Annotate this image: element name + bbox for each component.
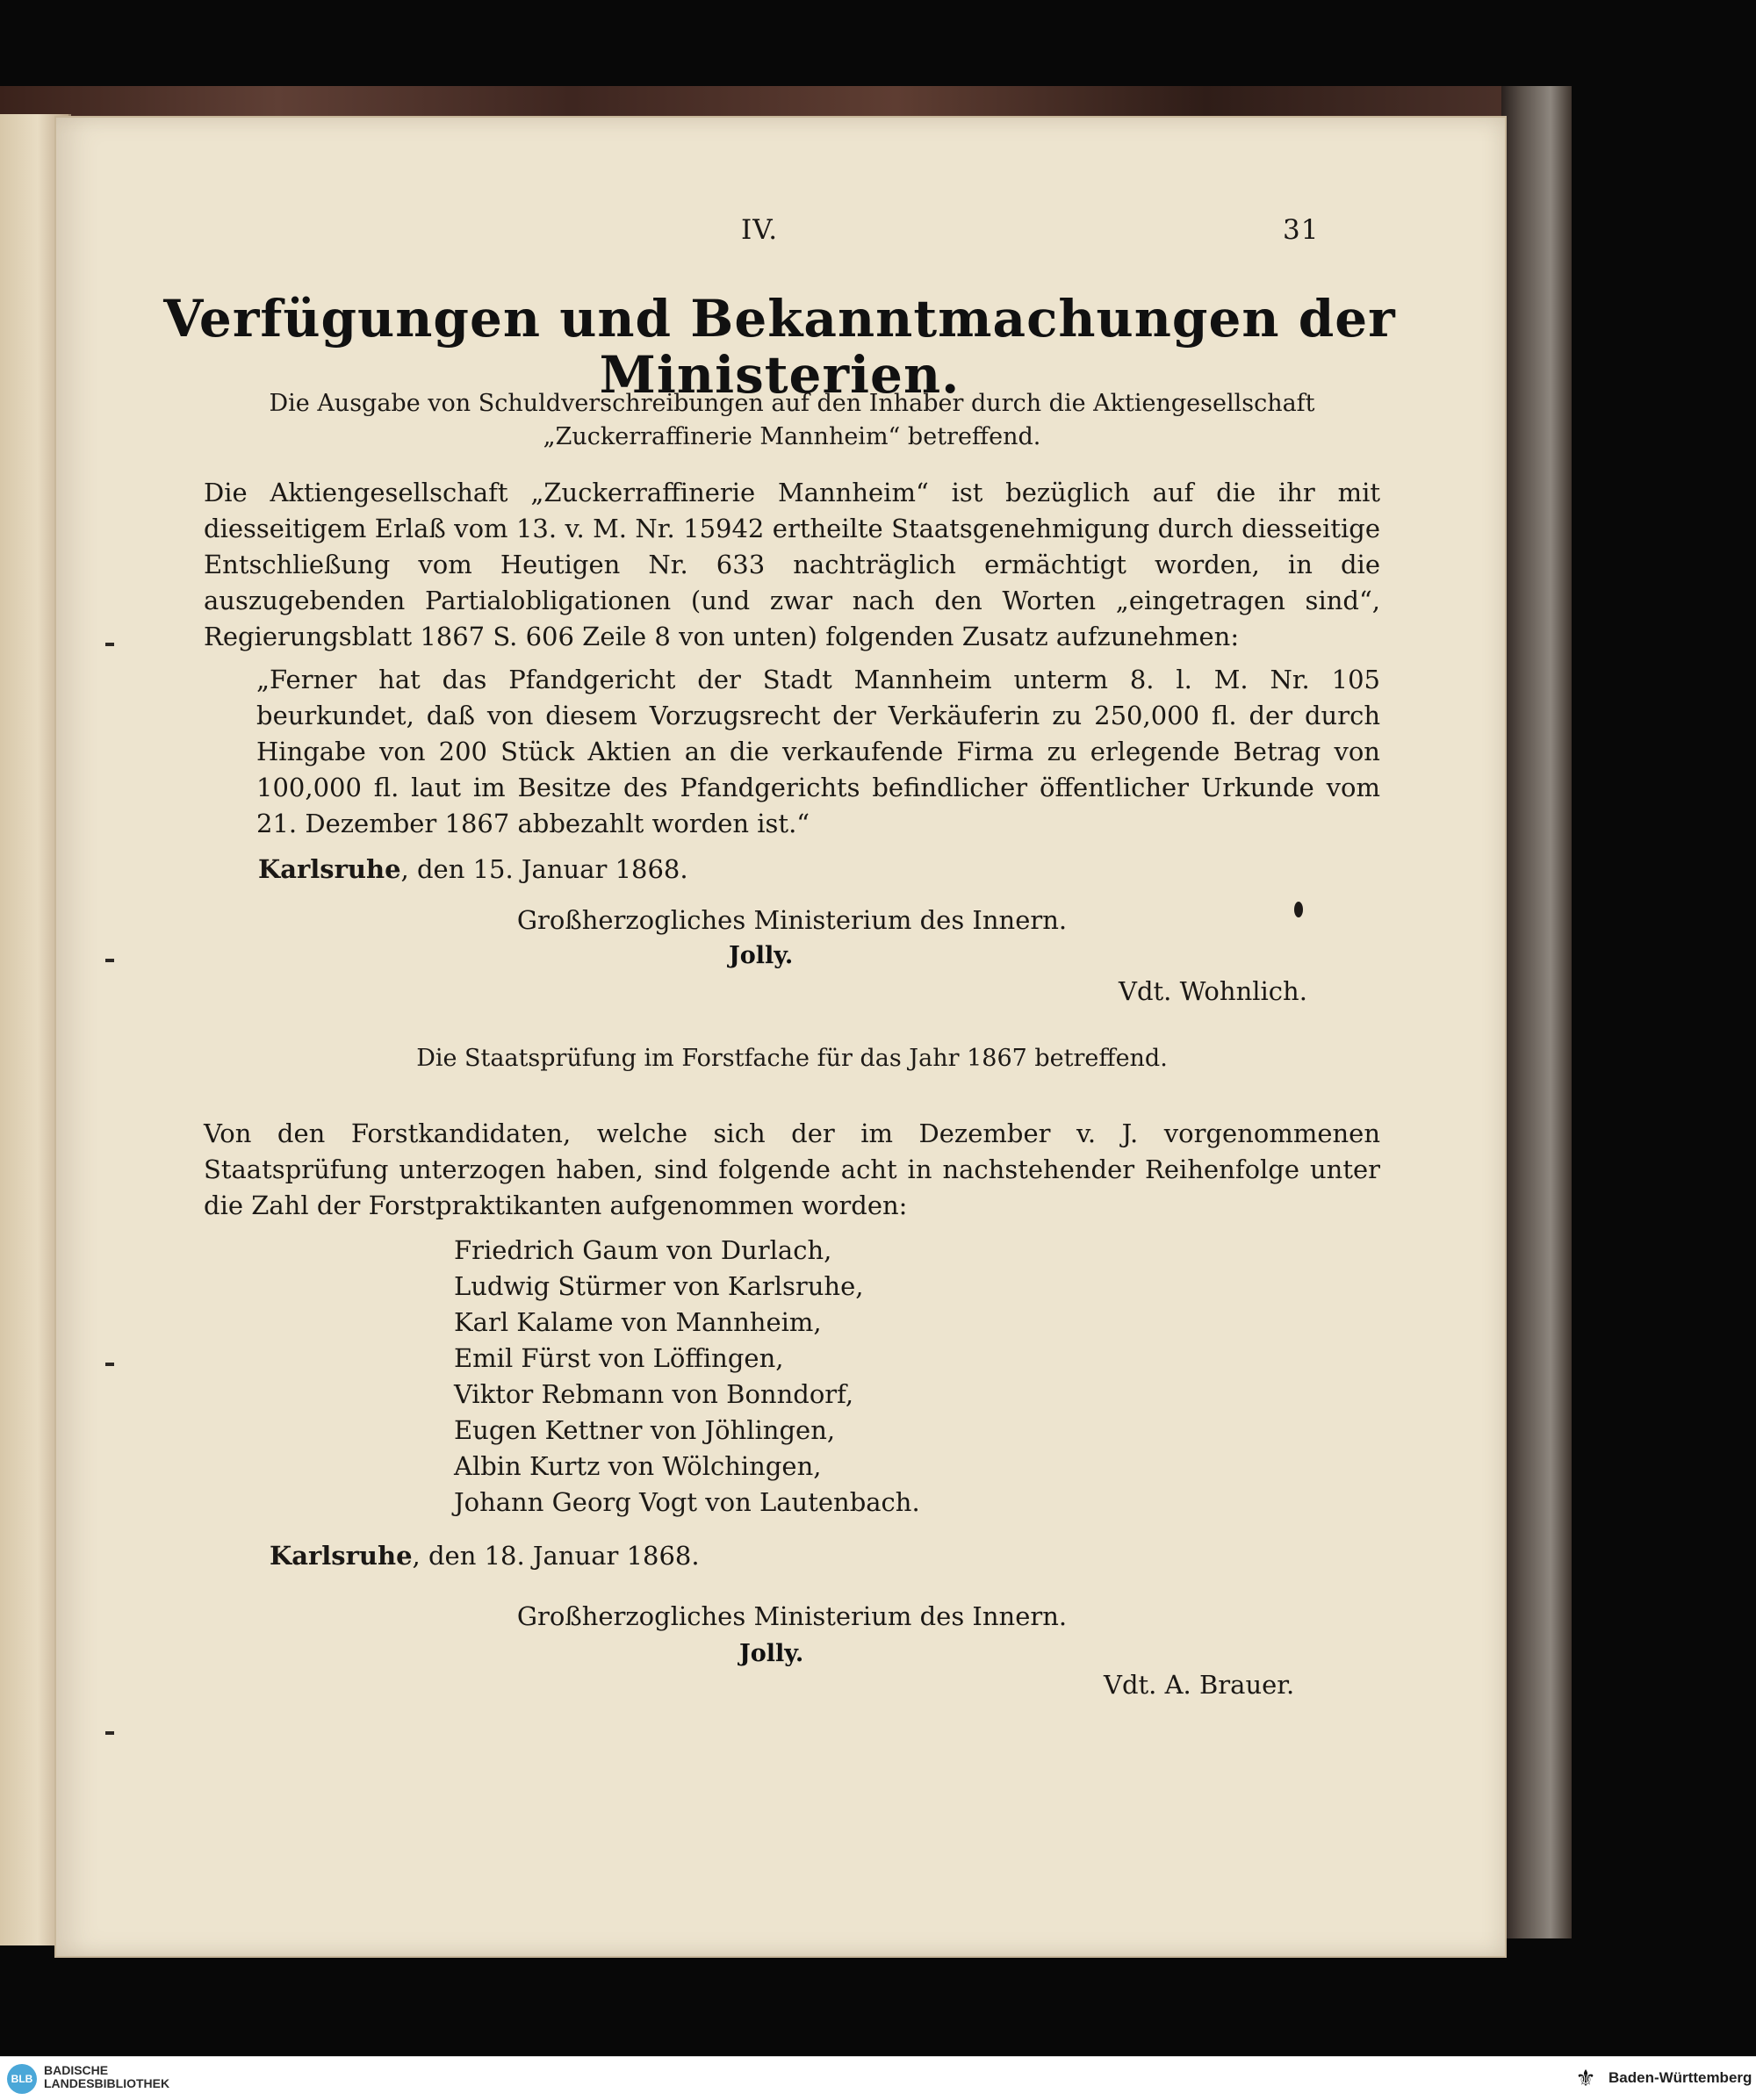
list-item: Friedrich Gaum von Durlach, — [454, 1235, 832, 1265]
date-place-second: Karlsruhe — [270, 1541, 413, 1571]
list-item: Viktor Rebmann von Bonndorf, — [454, 1379, 854, 1409]
library-name-line-2: LANDESBIBLIOTHEK — [44, 2076, 170, 2090]
state-name[interactable]: Baden-Württemberg — [1608, 2069, 1752, 2086]
quote-text: „Ferner hat das Pfandgericht der Stadt Mannheim unterm 8. l. M. Nr. 105 beurkundet, daß von diesem Vorzugsrecht der Verkäuferin zu 250,000 fl. der durch Hingabe von 200 Stück Aktien an die verkaufende Firma zu erlegende Betrag von 100,000 fl. laut im Besitze des Pfandgerichts befindlicher öffentlicher Urkunde vom 21. Dezember 1867 abbezahlt worden ist.“ — [256, 665, 1380, 838]
binding-stitch — [105, 643, 114, 646]
paragraph-forestry — [204, 1116, 1380, 1224]
signer-first: Jolly. — [729, 942, 794, 969]
date-line-second — [270, 1540, 700, 1571]
roman-page-marker: IV. — [741, 214, 779, 246]
list-item: Emil Fürst von Löffingen, — [454, 1343, 784, 1373]
vdt-second: Vdt. A. Brauer. — [1104, 1670, 1295, 1700]
signer-second: Jolly. — [739, 1640, 804, 1667]
date-place-first: Karlsruhe — [258, 854, 401, 884]
ministry-first: Großherzogliches Ministerium des Innern. — [516, 905, 1068, 935]
binding-stitch — [105, 959, 114, 962]
forestry-candidates-list — [454, 1233, 1025, 1521]
date-text-second: , den 18. Januar 1868. — [412, 1541, 700, 1571]
page-number: 31 — [1283, 214, 1320, 246]
list-item: Johann Georg Vogt von Lautenbach. — [454, 1487, 920, 1517]
viewer-footer — [0, 2056, 1756, 2100]
section-title-sugar-refinery: Die Ausgabe von Schuldverschreibungen auf den Inhaber durch die Aktiengesellschaft „Zuckerraffinerie Mannheim“ betreffend. — [269, 390, 1315, 450]
main-title: Verfügungen und Bekanntmachungen der Ministerien. — [163, 289, 1396, 405]
ink-speck — [1294, 902, 1303, 917]
blb-logo[interactable]: BLB — [7, 2064, 37, 2094]
quote-block — [256, 662, 1380, 842]
ministry-second: Großherzogliches Ministerium des Innern. — [516, 1601, 1068, 1631]
list-item: Eugen Kettner von Jöhlingen, — [454, 1415, 836, 1445]
library-name — [44, 2064, 169, 2090]
date-line-first — [258, 853, 688, 885]
list-item: Karl Kalame von Mannheim, — [454, 1307, 822, 1337]
list-item: Ludwig Stürmer von Karlsruhe, — [454, 1271, 864, 1301]
paragraph-text: Von den Forstkandidaten, welche sich der im Dezember v. J. vorgenommenen Staatsprüfung unterzogen haben, sind folgende acht in nachstehender Reihenfolge unter die Zahl der Forstpraktikanten aufgenommen worden: — [204, 1118, 1380, 1220]
binding-stitch — [105, 1731, 114, 1735]
document-page — [54, 116, 1507, 1958]
paragraph-sugar-refinery — [204, 475, 1380, 655]
vdt-first: Vdt. Wohnlich. — [1119, 976, 1307, 1006]
binding-stitch — [105, 1363, 114, 1366]
paragraph-text: Die Aktiengesellschaft „Zuckerraffinerie Mannheim“ ist bezüglich auf die ihr mit diesseitigem Erlaß vom 13. v. M. Nr. 15942 ertheilte Staatsgenehmigung durch diesseitige Entschließung vom Heutigen Nr. 633 nachträglich ermächtigt worden, in die auszugebenden Partialobligationen (und zwar nach den Worten „eingetragen sind“, Regierungsblatt 1867 S. 606 Zeile 8 von unten) folgenden Zusatz aufzunehmen: — [204, 478, 1380, 651]
section-title-forestry: Die Staatsprüfung im Forstfache für das Jahr 1867 betreffend. — [416, 1045, 1168, 1072]
coat-of-arms-icon: ⚜ — [1575, 2065, 1596, 2091]
list-item: Albin Kurtz von Wölchingen, — [454, 1451, 822, 1481]
book-right-edge — [1501, 86, 1572, 1938]
date-text-first: , den 15. Januar 1868. — [400, 854, 688, 884]
library-name-line-1: BADISCHE — [44, 2063, 109, 2077]
